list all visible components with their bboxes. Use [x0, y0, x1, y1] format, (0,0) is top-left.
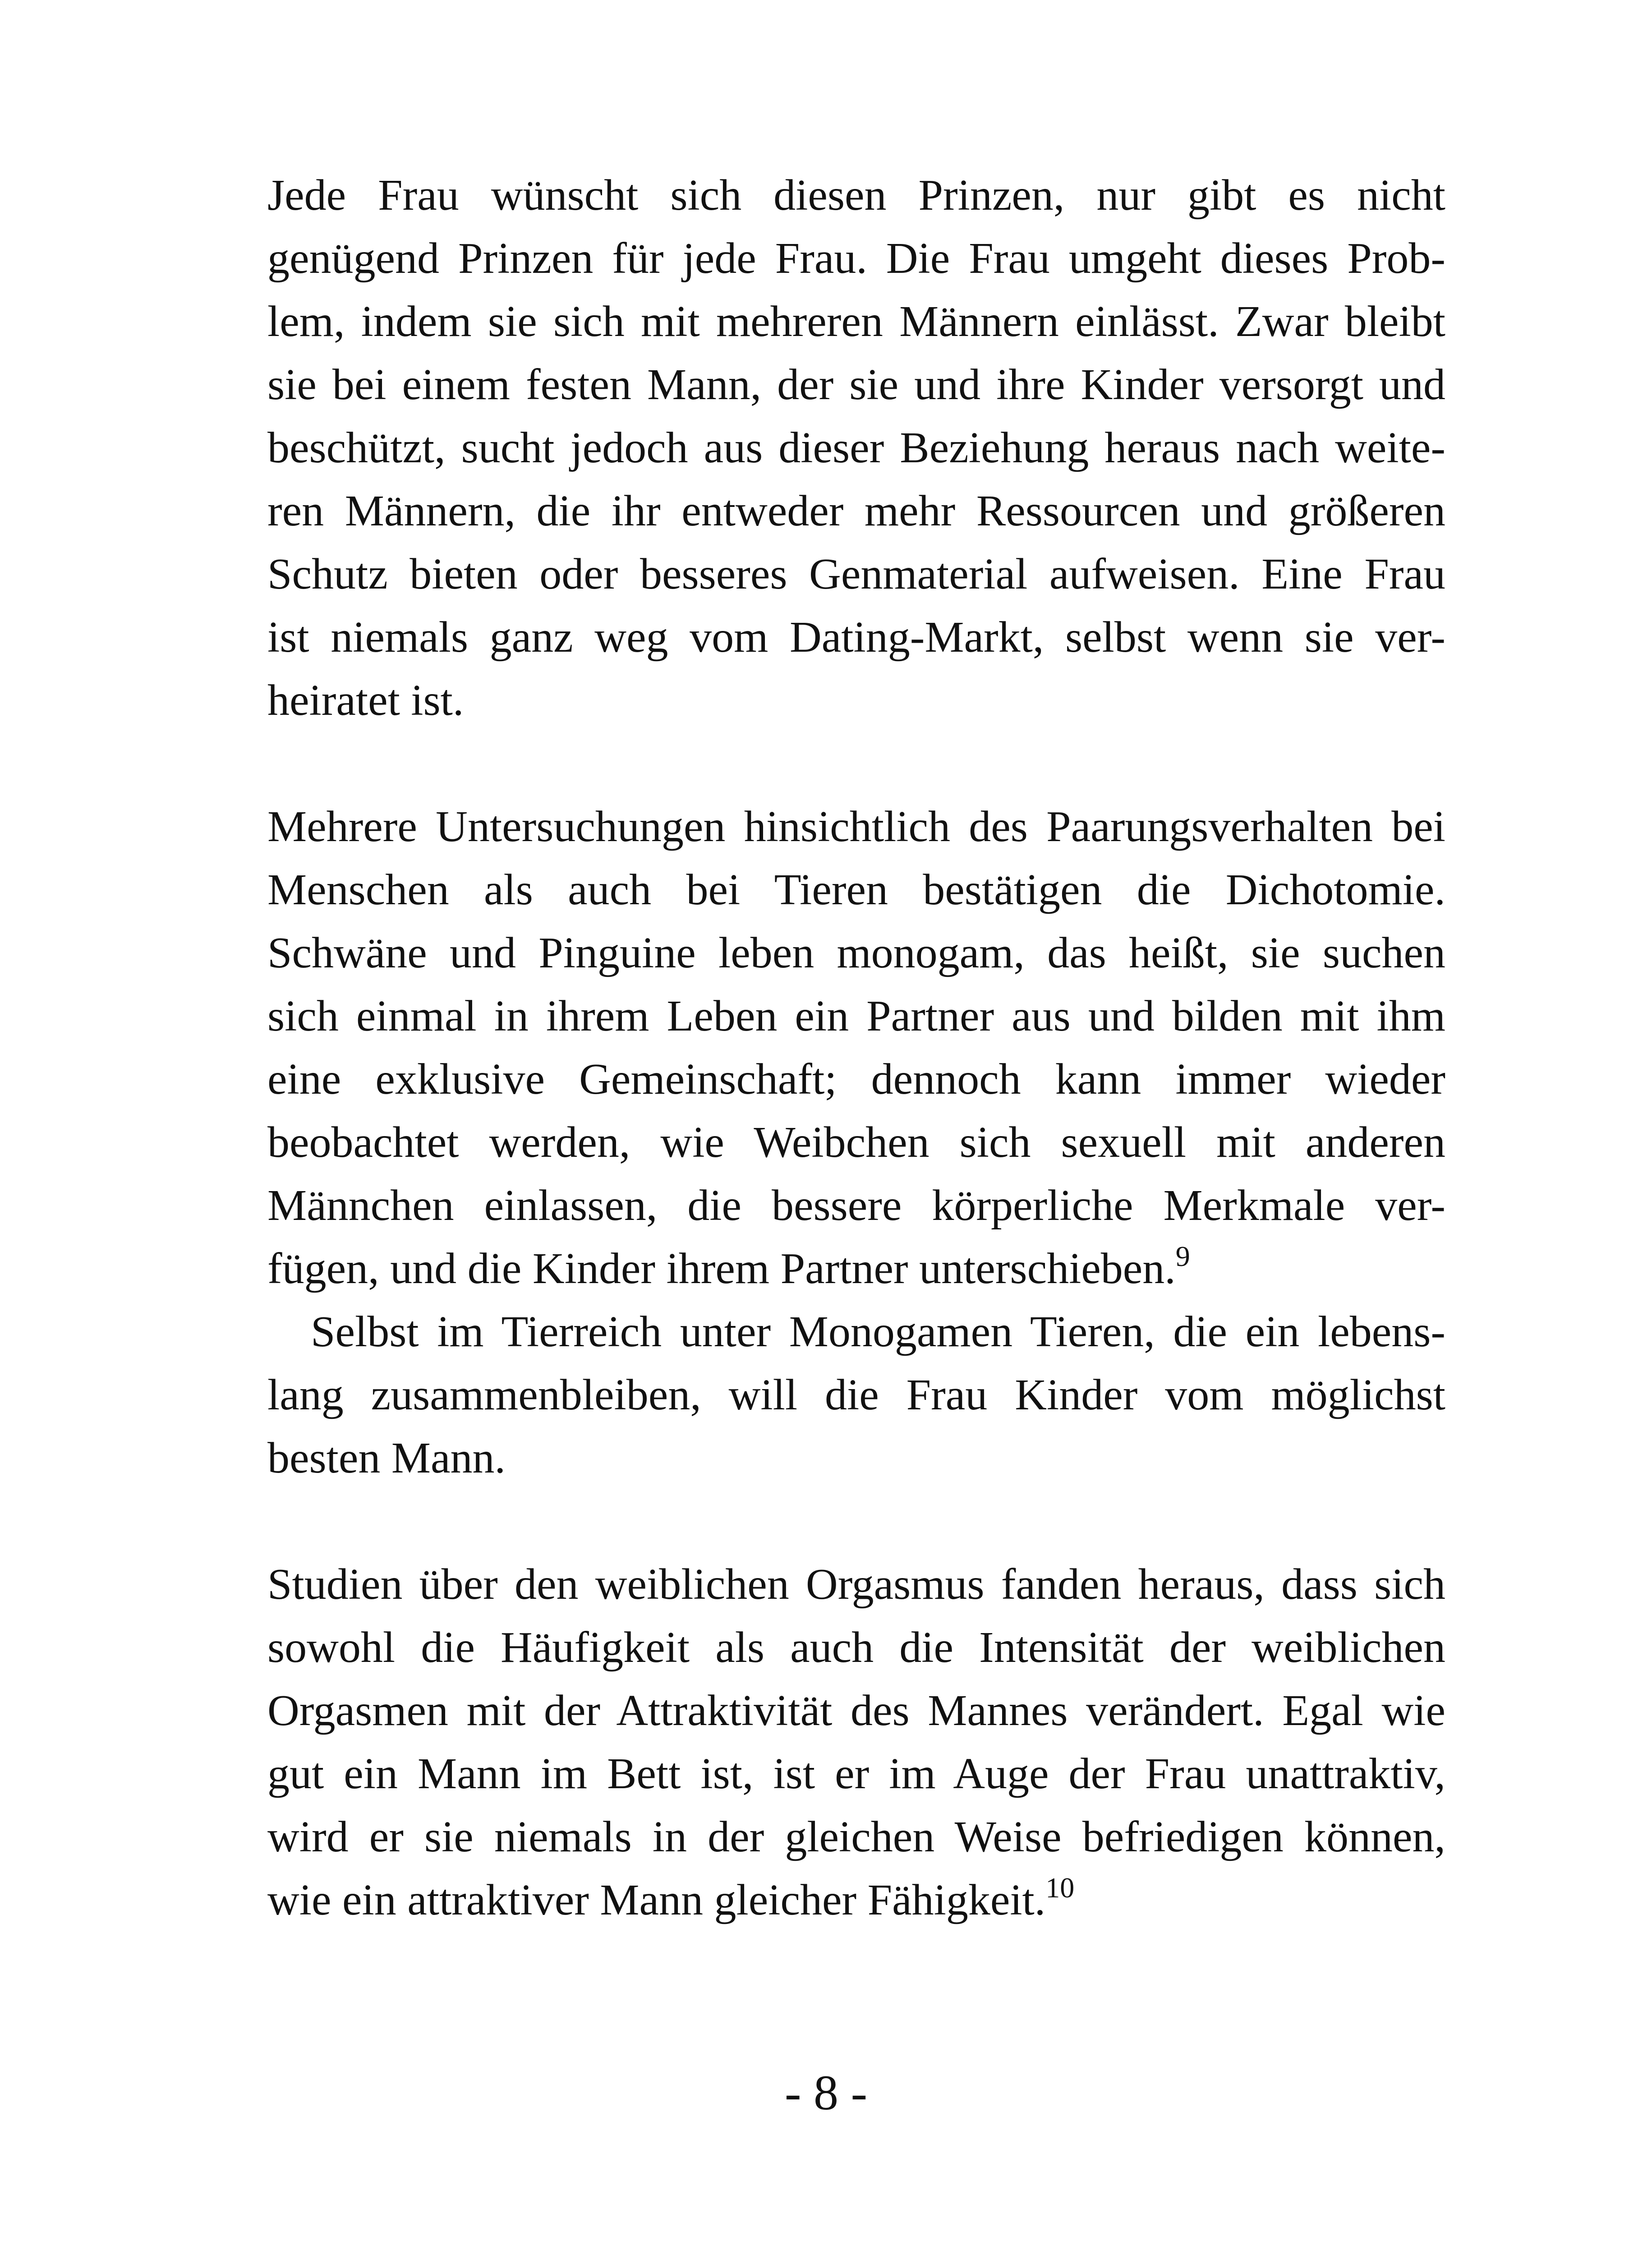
line-text: sie bei einem festen Mann, der sie und ihre Kinder versorgt und: [267, 360, 1445, 409]
line-text: Schutz bieten oder besseres Genmaterial aufweisen. Eine Frau: [267, 550, 1445, 598]
paragraph-gap: [267, 1490, 1445, 1553]
text-line: [267, 1427, 1445, 1490]
line-text: wie ein attraktiver Mann gleicher Fähigkeit.: [267, 1876, 1046, 1924]
text-line: [267, 416, 1445, 479]
page-number: - 8 -: [784, 2065, 868, 2120]
text-line: [267, 1679, 1445, 1742]
body-text: [267, 164, 1445, 1932]
line-text: wird er sie niemals in der gleichen Weise befriedigen können,: [267, 1813, 1445, 1861]
text-line: [267, 543, 1445, 606]
text-line: [267, 1553, 1445, 1616]
line-text: Männchen einlassen, die bessere körperliche Merkmale ver-: [267, 1181, 1445, 1230]
line-text: lem, indem sie sich mit mehreren Männern einlässt. Zwar bleibt: [267, 297, 1445, 346]
text-line: [267, 353, 1445, 416]
line-text: gut ein Mann im Bett ist, ist er im Auge der Frau unattraktiv,: [267, 1749, 1445, 1798]
text-line: [267, 290, 1445, 353]
line-text: Selbst im Tierreich unter Monogamen Tieren, die ein lebens-: [311, 1307, 1445, 1356]
text-line: [267, 479, 1445, 543]
text-line: [267, 1048, 1445, 1111]
line-text: besten Mann.: [267, 1434, 506, 1482]
text-line: [267, 858, 1445, 921]
text-line: [267, 795, 1445, 858]
paragraph: [267, 1300, 1445, 1490]
line-text: beobachtet werden, wie Weibchen sich sexuell mit anderen: [267, 1118, 1445, 1167]
line-text: sich einmal in ihrem Leben ein Partner aus und bilden mit ihm: [267, 992, 1445, 1040]
line-text: ren Männern, die ihr entweder mehr Ressourcen und größeren: [267, 487, 1445, 535]
text-line: [267, 1111, 1445, 1174]
paragraph: [267, 1553, 1445, 1932]
line-text: eine exklusive Gemeinschaft; dennoch kann immer wieder: [267, 1055, 1445, 1104]
paragraph-gap: [267, 732, 1445, 795]
line-text: fügen, und die Kinder ihrem Partner unterschieben.: [267, 1244, 1176, 1293]
text-line: [267, 606, 1445, 669]
footnote-marker[interactable]: 10: [1045, 1872, 1075, 1904]
paragraph: [267, 164, 1445, 732]
line-text: sowohl die Häufigkeit als auch die Intensität der weiblichen: [267, 1623, 1445, 1672]
line-text: Mehrere Untersuchungen hinsichtlich des Paarungsverhalten bei: [267, 802, 1445, 851]
text-line: [267, 1237, 1445, 1300]
text-line: [267, 985, 1445, 1048]
text-line: [267, 1174, 1445, 1237]
line-text: Orgasmen mit der Attraktivität des Mannes verändert. Egal wie: [267, 1686, 1445, 1735]
line-text: Schwäne und Pinguine leben monogam, das heißt, sie suchen: [267, 929, 1445, 977]
line-text: genügend Prinzen für jede Frau. Die Frau umgeht dieses Prob-: [267, 234, 1445, 283]
text-line: [267, 1805, 1445, 1868]
text-line: [267, 921, 1445, 985]
paragraph: [267, 795, 1445, 1300]
line-text: heiratet ist.: [267, 676, 464, 725]
text-line: [267, 227, 1445, 290]
footnote-marker[interactable]: 9: [1175, 1240, 1190, 1272]
text-line: [267, 1300, 1445, 1363]
text-line: [267, 1868, 1445, 1932]
text-line: [267, 1616, 1445, 1679]
line-text: ist niemals ganz weg vom Dating-Markt, selbst wenn sie ver-: [267, 613, 1445, 662]
line-text: beschützt, sucht jedoch aus dieser Beziehung heraus nach weite-: [267, 423, 1445, 472]
text-line: [267, 164, 1445, 227]
line-text: Studien über den weiblichen Orgasmus fanden heraus, dass sich: [267, 1560, 1445, 1609]
line-text: Jede Frau wünscht sich diesen Prinzen, nur gibt es nicht: [267, 171, 1445, 220]
text-line: [267, 1742, 1445, 1805]
text-line: [267, 1363, 1445, 1427]
line-text: lang zusammenbleiben, will die Frau Kinder vom möglichst: [267, 1371, 1445, 1419]
text-line: [267, 669, 1445, 732]
line-text: Menschen als auch bei Tieren bestätigen die Dichotomie.: [267, 865, 1445, 914]
